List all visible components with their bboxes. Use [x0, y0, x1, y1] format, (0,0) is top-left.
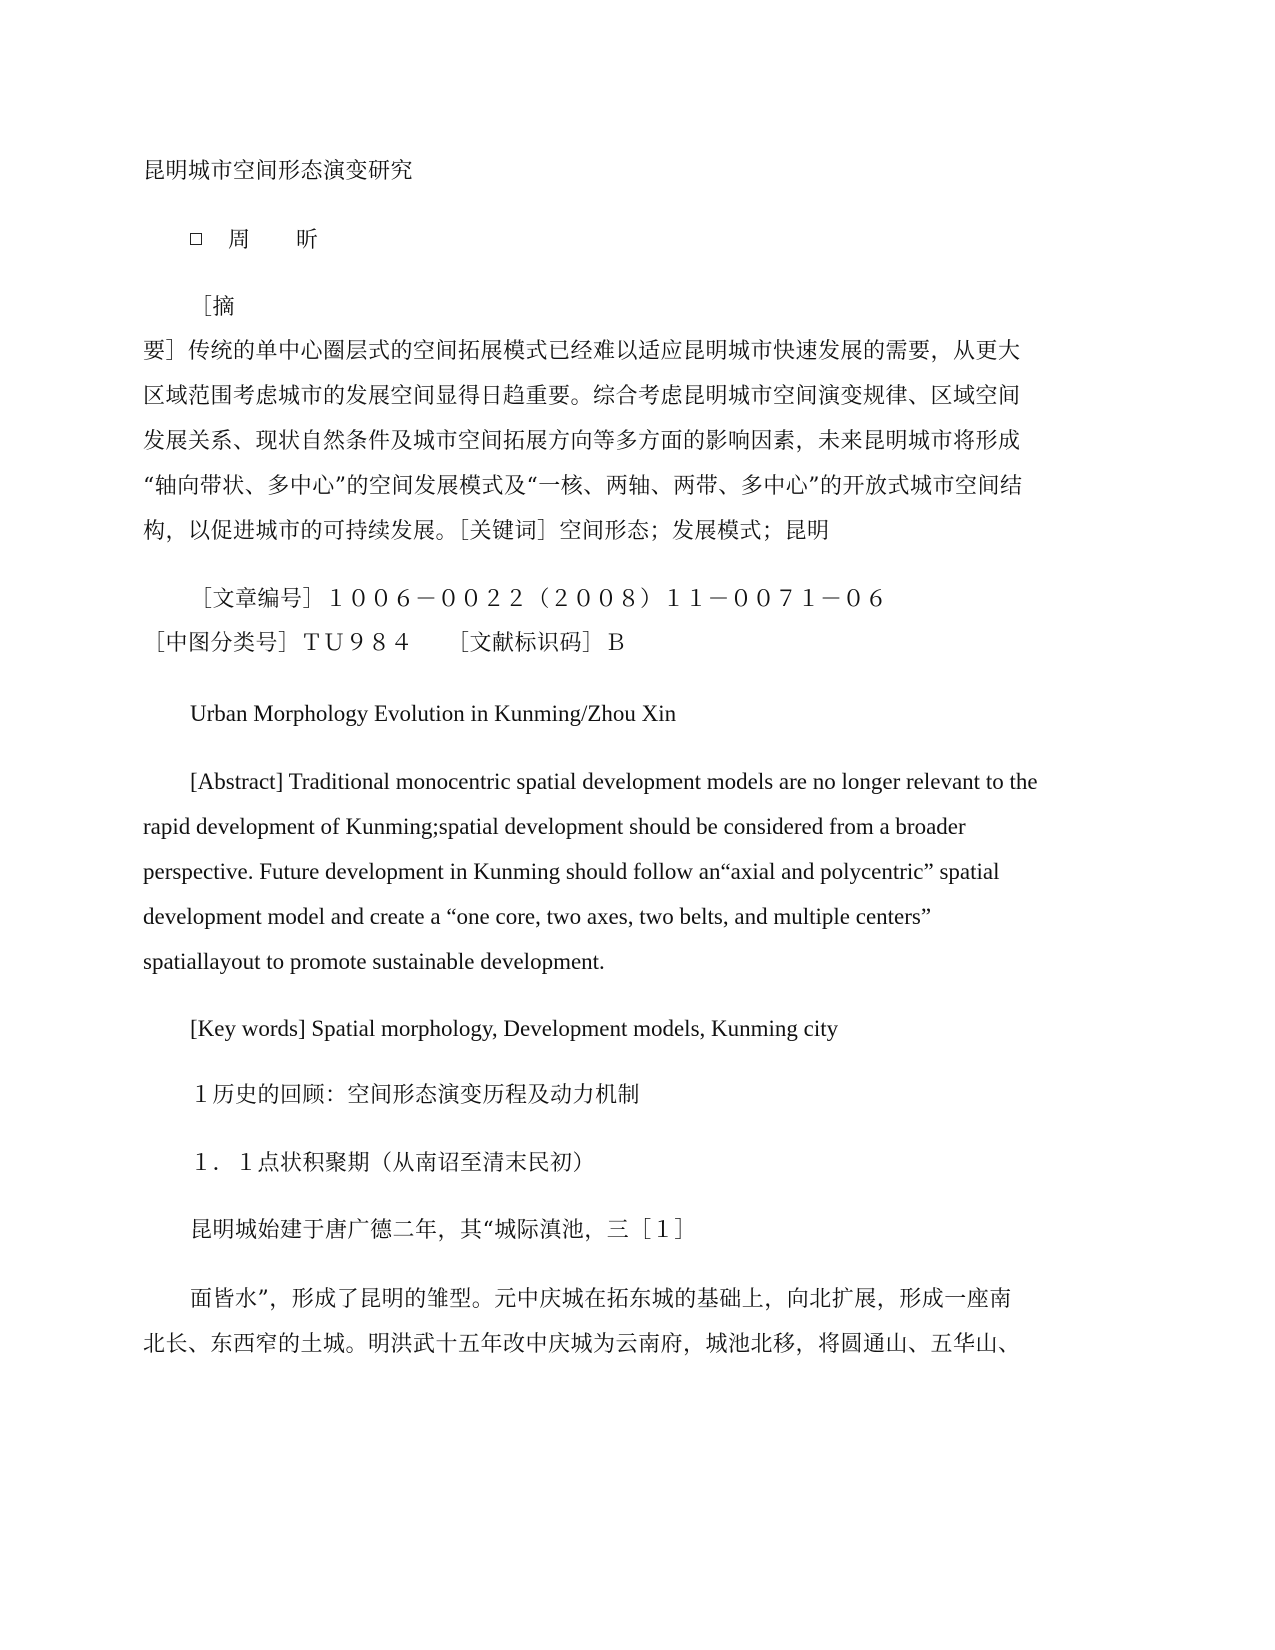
body-paragraph-2-line-1: 面皆水”，形成了昆明的雏型。元中庆城在拓东城的基础上，向北扩展，形成一座南 — [190, 1287, 1012, 1312]
abstract-cn-line-1: 要］传统的单中心圈层式的空间拓展模式已经难以适应昆明城市快速发展的需要，从更大 — [143, 339, 1021, 364]
body-paragraph-2-line-2: 北长、东西窄的土城。明洪武十五年改中庆城为云南府，城池北移，将圆通山、五华山、 — [143, 1332, 1021, 1357]
abstract-en-line-5: spatiallayout to promote sustainable development. — [143, 949, 605, 974]
abstract-cn-line-2: 区域范围考虑城市的发展空间显得日趋重要。综合考虑昆明城市空间演变规律、区域空间 — [143, 384, 1021, 409]
section-heading-1-1: １．１点状积聚期（从南诏至清末民初） — [190, 1151, 596, 1176]
square-bullet-icon — [190, 233, 202, 245]
author-line — [190, 226, 330, 256]
section-heading-1: １历史的回顾：空间形态演变历程及动力机制 — [190, 1083, 641, 1108]
abstract-cn-line-5: 构，以促进城市的可持续发展。［关键词］空间形态；发展模式；昆明 — [143, 519, 830, 544]
abstract-cn-line-3: 发展关系、现状自然条件及城市空间拓展方向等多方面的影响因素，未来昆明城市将形成 — [143, 429, 1021, 454]
english-title: Urban Morphology Evolution in Kunming/Zhou Xin — [190, 701, 677, 726]
abstract-en-line-3: perspective. Future development in Kunming should follow an“axial and polycentric” spatial — [143, 859, 1000, 884]
english-keywords: [Key words] Spatial morphology, Development models, Kunming city — [190, 1016, 839, 1041]
author-name: 周 昕 — [228, 228, 331, 253]
article-number: ［文章编号］１００６－００２２（２００８）１１－００７１－０６ — [190, 587, 888, 612]
abstract-label: ［摘 — [190, 295, 236, 320]
abstract-en-line-2: rapid development of Kunming;spatial development should be considered from a broader — [143, 814, 966, 839]
abstract-en-line-4: development model and create a “one core, two axes, two belts, and multiple centers” — [143, 904, 932, 929]
abstract-cn-line-4: “轴向带状、多中心”的空间发展模式及“一核、两轴、两带、多中心”的开放式城市空间结 — [143, 474, 1023, 499]
classification-code: ［中图分类号］ＴＵ９８４ ［文献标识码］Ｂ — [143, 631, 628, 656]
paper-title: 昆明城市空间形态演变研究 — [143, 159, 414, 184]
abstract-en-line-1: [Abstract] Traditional monocentric spatial development models are no longer relevant to the — [190, 769, 1038, 794]
body-paragraph-1: 昆明城始建于唐广德二年，其“城际滇池，三［１］ — [190, 1218, 697, 1243]
